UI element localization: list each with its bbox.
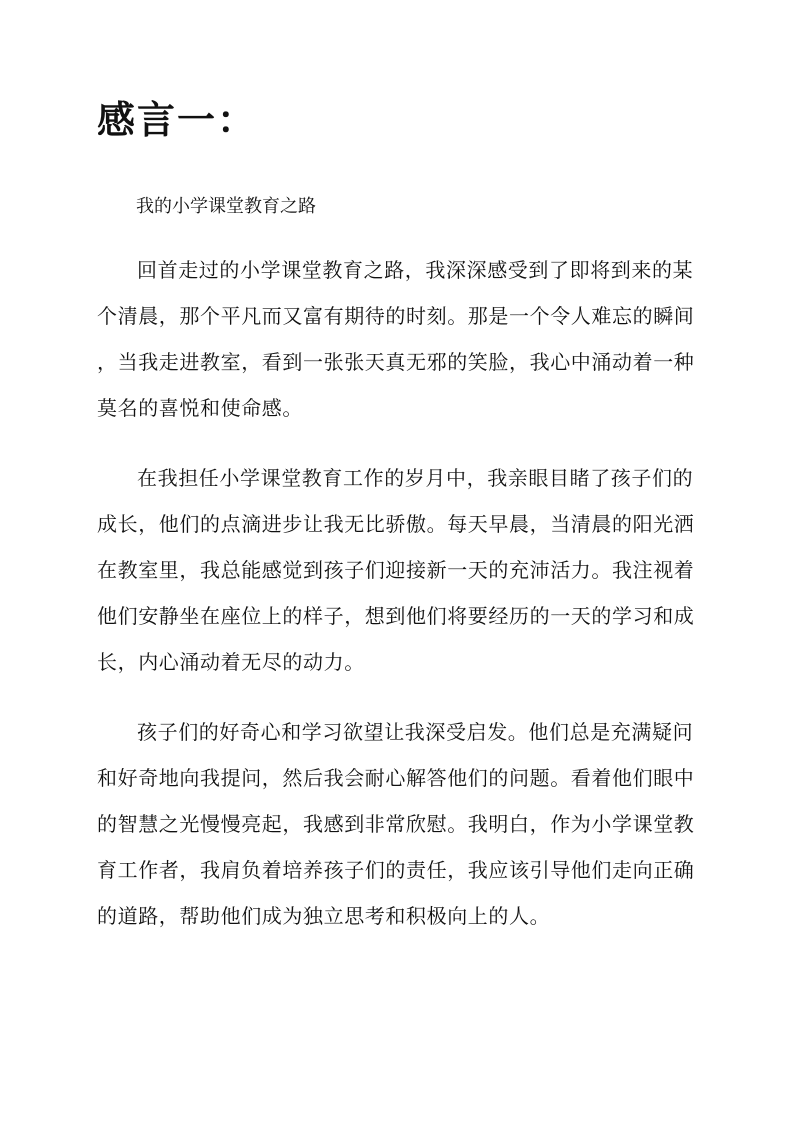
paragraph-line: ，当我走进教室，看到一张张天真无邪的笑脸，我心中涌动着一种 [97,350,695,374]
paragraph-line: 的道路，帮助他们成为独立思考和积极向上的人。 [97,904,551,928]
paragraph-line: 在教室里，我总能感觉到孩子们迎接新一天的充沛活力。我注视着 [97,558,695,582]
paragraph-line: 他们安静坐在座位上的样子，想到他们将要经历的一天的学习和成 [97,604,695,628]
paragraph-line: 成长，他们的点滴进步让我无比骄傲。每天早晨，当清晨的阳光洒 [97,512,695,536]
paragraph-line: 长，内心涌动着无尽的动力。 [97,650,365,674]
paragraph-line: 回首走过的小学课堂教育之路，我深深感受到了即将到来的某 [137,258,694,282]
paragraph-2 [97,455,697,685]
paragraph-1 [97,247,697,431]
paragraph-line: 的智慧之光慢慢亮起，我感到非常欣慰。我明白，作为小学课堂教 [97,812,695,836]
paragraph-line: 在我担任小学课堂教育工作的岁月中，我亲眼目睹了孩子们的 [137,466,694,490]
paragraph-line: 育工作者，我肩负着培养孩子们的责任，我应该引导他们走向正确 [97,858,695,882]
page-title: 感言一： [97,97,258,142]
paragraph-line: 孩子们的好奇心和学习欲望让我深受启发。他们总是充满疑问 [137,720,694,744]
paragraph-line: 和好奇地向我提问，然后我会耐心解答他们的问题。看着他们眼中 [97,766,695,790]
essay-title: 我的小学课堂教育之路 [136,196,316,217]
paragraph-line: 莫名的喜悦和使命感。 [97,396,303,420]
paragraph-line: 个清晨，那个平凡而又富有期待的时刻。那是一个令人难忘的瞬间 [97,304,695,328]
paragraph-3 [97,709,697,939]
